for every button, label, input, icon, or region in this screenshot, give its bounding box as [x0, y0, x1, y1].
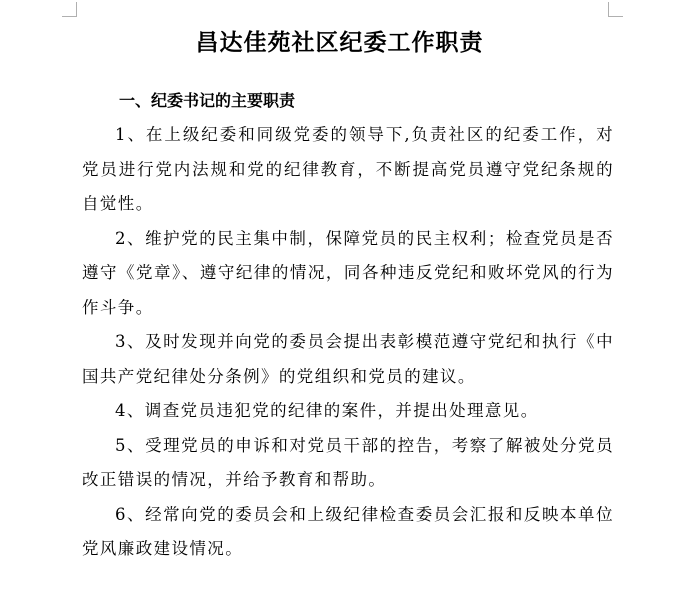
- document-title: 昌达佳苑社区纪委工作职责: [195, 30, 484, 56]
- paragraph-item-5: 5、受理党员的申诉和对党员干部的控告，考察了解被处分党员改正错误的情况，并给予教育和帮助。: [82, 435, 614, 489]
- paragraph-item-6: 6、经常向党的委员会和上级纪律检查委员会汇报和反映本单位党风廉政建设情况。: [82, 504, 614, 558]
- paragraph-item-3: 3、及时发现并向党的委员会提出表彰模范遵守党纪和执行《中国共产党纪律处分条例》的党组织和党员的建议。: [82, 332, 614, 386]
- section-heading: 一、纪委书记的主要职责: [119, 91, 296, 110]
- crop-mark-top-right: [608, 2, 623, 17]
- crop-mark-top-left: [62, 2, 77, 17]
- document-body: [82, 118, 614, 567]
- paragraph-item-1: 1、在上级纪委和同级党委的领导下,负责社区的纪委工作，对党员进行党内法规和党的纪律教育，不断提高党员遵守党纪条规的自觉性。: [82, 125, 614, 213]
- paragraph-item-2: 2、维护党的民主集中制，保障党员的民主权利；检查党员是否遵守《党章》、遵守纪律的情况，同各种违反党纪和败坏党风的行为作斗争。: [82, 228, 614, 317]
- paragraph-item-4: 4、调查党员违犯党的纪律的案件，并提出处理意见。: [115, 401, 539, 420]
